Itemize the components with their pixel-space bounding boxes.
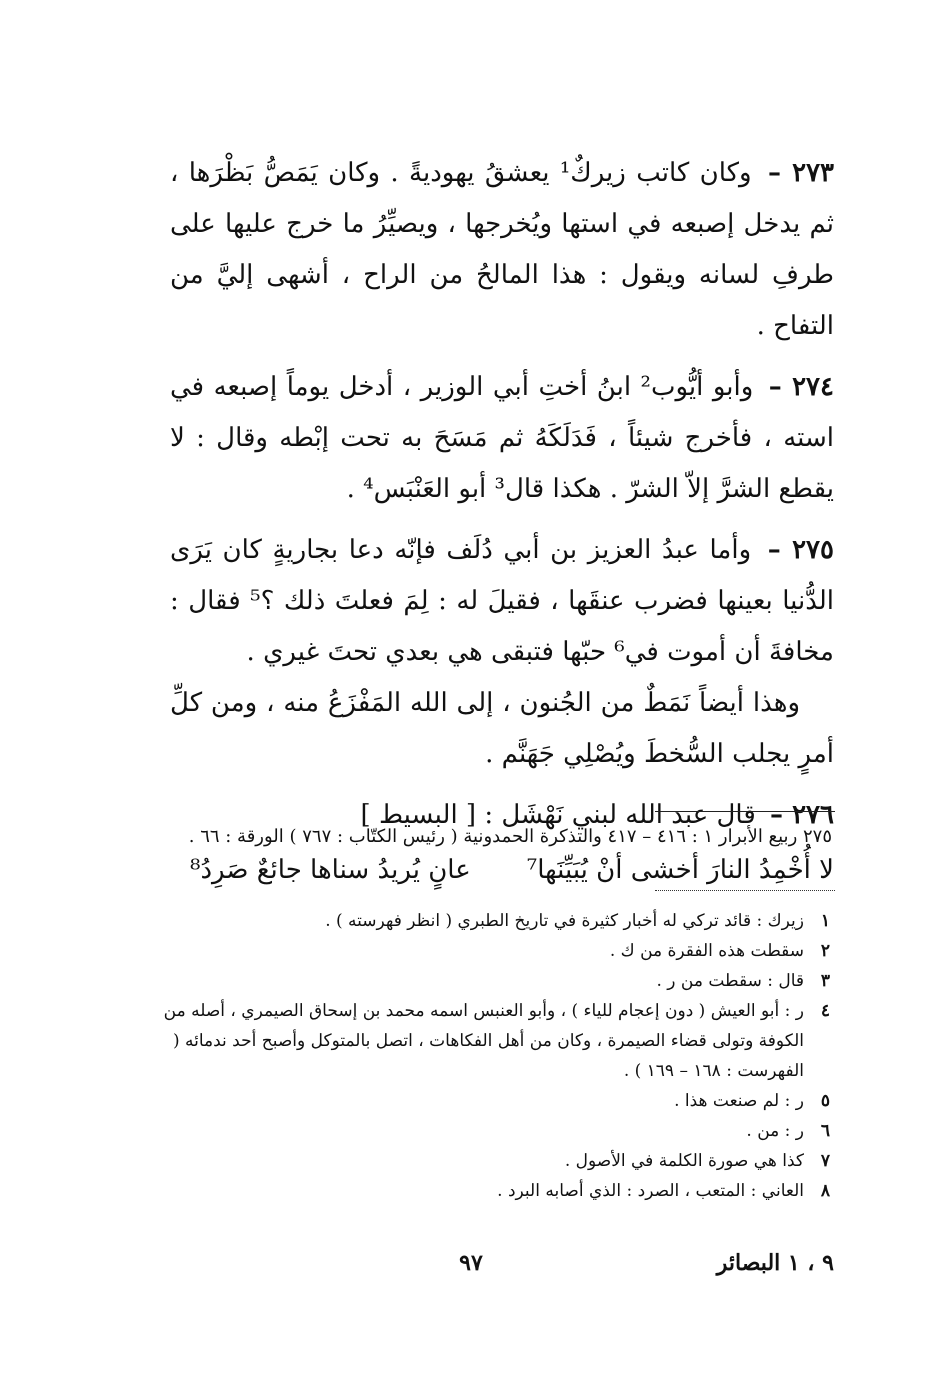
footnote-text: ر : لم صنعت هذا . xyxy=(674,1091,804,1111)
paragraph-274 xyxy=(170,362,834,515)
footnote-number: ٧ xyxy=(820,1151,830,1171)
paragraph-text: وكان كاتب زيركٌ¹ يعشقُ يهوديةً . وكان يَمَصُّ بَظْرَها ، ثم يدخل إصبعه في استها ويُخرجها ، ويصيِّرُ ما خرج عليها على طرفِ لسانه ويقول : هذا المالحُ من الراح ، أشهى إليَّ من التفاح . xyxy=(170,158,834,341)
footnote xyxy=(130,996,830,1086)
source-note: ٢٧٥ ربيع الأبرار ١ : ٤١٦ – ٤١٧ والتذكرة الحمدونية ( رئيس الكتّاب : ٧٦٧ ) الورقة : ٦٦ . xyxy=(188,826,832,847)
footnote xyxy=(130,966,830,996)
paragraph-275-continuation: وهذا أيضاً نَمَطٌ من الجُنون ، إلى الله المَفْزَعُ منه ، ومن كلِّ أمرٍ يجلب السُّخطَ ويُصْلِي جَهَنَّم . xyxy=(170,688,834,769)
main-text xyxy=(170,148,834,896)
footnote xyxy=(130,1086,830,1116)
paragraph-number: ٢٧٤ – xyxy=(768,372,834,402)
footnote-text: قال : سقطت من ر . xyxy=(656,971,804,991)
footnote xyxy=(130,1116,830,1146)
paragraph-text: وأما عبدُ العزيز بن أبي دُلَف فإنّه دعا بجاريةٍ كان يَرَى الدُّنيا بعينها فضرب عنقَها ، فقيلَ له : لِمَ فعلتَ ذلك ؟⁵ فقال : مخافةَ أن أموت في⁶ حبّها فتبقى هي بعدي تحتَ غيري . xyxy=(170,535,835,667)
footnote xyxy=(130,906,830,936)
paragraph-number: ٢٧٦ – xyxy=(770,800,834,830)
dotted-separator xyxy=(655,890,835,891)
footnote xyxy=(130,1176,830,1206)
footnote-text: كذا هي صورة الكلمة في الأصول . xyxy=(564,1151,804,1171)
footnote-number: ٢ xyxy=(820,941,830,961)
footnote-number: ٨ xyxy=(820,1181,830,1201)
paragraph-text: قال عبد الله لبني نَهْشَل : [ البسيط ] xyxy=(360,800,756,830)
footnote-text: زيرك : قائد تركي له أخبار كثيرة في تاريخ الطبري ( انظر فهرسته ) . xyxy=(325,911,804,931)
paragraph-number: ٢٧٣ – xyxy=(767,158,835,188)
page-number: ٩٧ xyxy=(459,1250,483,1276)
verse-second-hemistich: عانٍ يُريدُ سناها جائعٌ صَرِدُ⁸ xyxy=(190,855,471,885)
paragraph-number: ٢٧٥ – xyxy=(767,535,834,565)
footnote-number: ٥ xyxy=(820,1091,830,1111)
footnote-separator xyxy=(655,811,835,812)
verse-first-hemistich: لا أُخْمِدُ النارَ أخشى أنْ يُبَيِّنَها⁷ xyxy=(526,855,834,885)
footnote-text: ر : من . xyxy=(746,1121,804,1141)
footnote-number: ٤ xyxy=(820,1001,830,1021)
footnote-number: ١ xyxy=(820,911,830,931)
paragraph-275 xyxy=(170,525,834,678)
footnote xyxy=(130,1146,830,1176)
footnotes xyxy=(130,906,830,1206)
footnote-text: سقطت هذه الفقرة من ك . xyxy=(609,941,804,961)
paragraph-text: وأبو أيُّوب² ابنُ أختِ أبي الوزير ، أدخل يوماً إصبعه في استه ، فأخرج شيئاً ، فَدَلَكَهُ ثم مَسَحَ به تحت إبْطه وقال : لا يقطع الشرَّ إلاّ الشرّ . هكذا قال³ أبو العَنْبَس⁴ . xyxy=(170,372,834,504)
footnote-number: ٣ xyxy=(820,971,830,991)
poem-verse xyxy=(170,845,834,896)
footnote-text: ر : أبو العيش ( دون إعجام للياء ) ، وأبو العنبس اسمه محمد بن إسحاق الصيمري ، أصله من الكوفة وتولى قضاء الصيمرة ، وكان من أهل الفكاهات ، اتصل بالمتوكل وأصبح أحد ندمائه ( الفهرست : ١٦٨ – ١٦٩ ) . xyxy=(163,1001,804,1081)
paragraph-273 xyxy=(170,148,834,352)
signature-mark: ٩ ، ١ البصائر xyxy=(716,1250,834,1276)
footnote xyxy=(130,936,830,966)
footnote-number: ٦ xyxy=(820,1121,830,1141)
footnote-text: العاني : المتعب ، الصرد : الذي أصابه البرد . xyxy=(497,1181,804,1201)
